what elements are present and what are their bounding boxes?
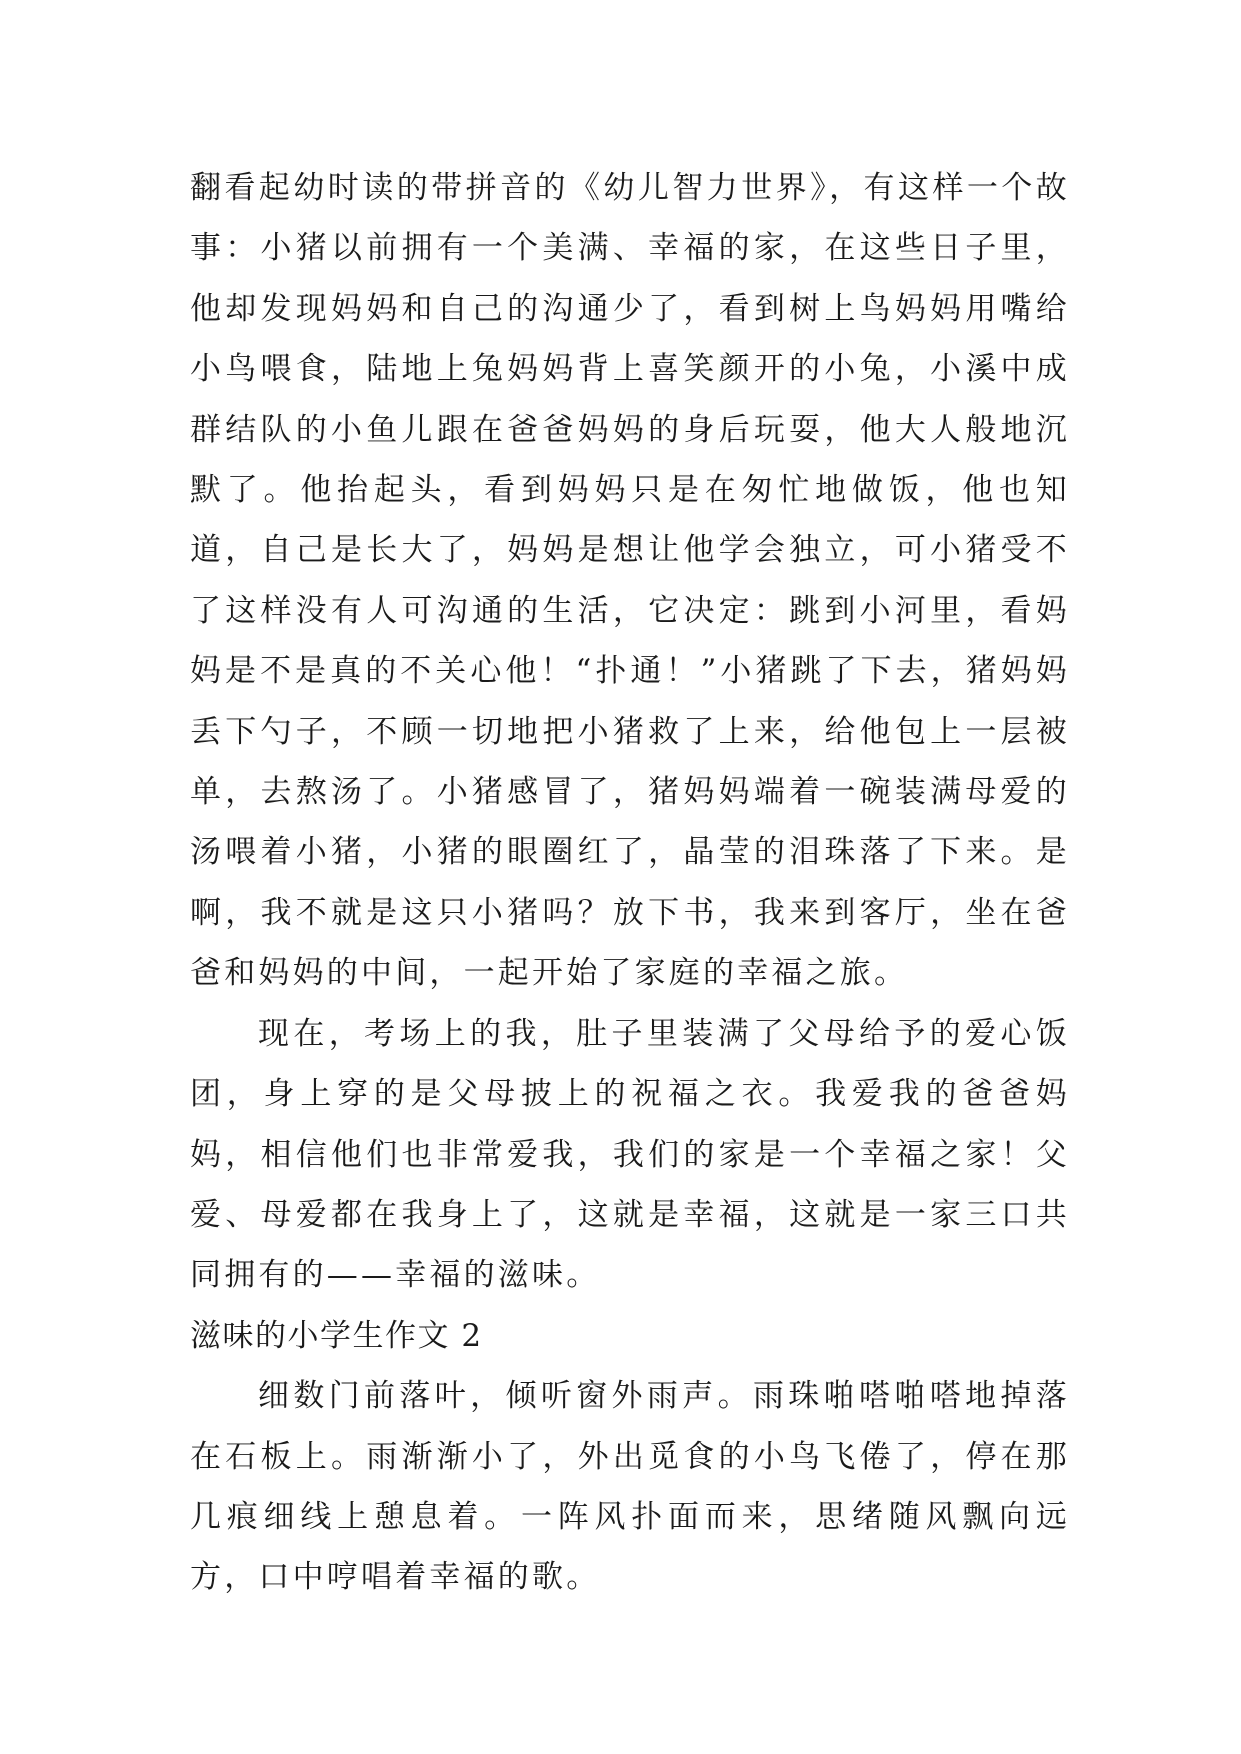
paragraph-story: 翻看起幼时读的带拼音的《幼儿智力世界》，有这样一个故事：小猪以前拥有一个美满、幸福的家，在这些日子里，他却发现妈妈和自己的沟通少了，看到树上鸟妈妈用嘴给小鸟喂食，陆地上兔妈妈背上喜笑颜开的小兔，小溪中成群结队的小鱼儿跟在爸爸妈妈的身后玩耍，他大人般地沉默了。他抬起头，看到妈妈只是在匆忙地做饭，他也知道，自己是长大了，妈妈是想让他学会独立，可小猪受不了这样没有人可沟通的生活，它决定：跳到小河里，看妈妈是不是真的不关心他！“扑通！”小猪跳了下去，猪妈妈丢下勺子，不顾一切地把小猪救了上来，给他包上一层被单，去熬汤了。小猪感冒了，猪妈妈端着一碗装满母爱的汤喂着小猪，小猪的眼圈红了，晶莹的泪珠落了下来。是啊，我不就是这只小猪吗？放下书，我来到客厅，坐在爸爸和妈妈的中间，一起开始了家庭的幸福之旅。 [190, 170, 1070, 992]
article-body [190, 158, 1070, 1608]
paragraph-rain: 细数门前落叶，倾听窗外雨声。雨珠啪嗒啪嗒地掉落在石板上。雨渐渐小了，外出觅食的小鸟飞倦了，停在那几痕细线上憩息着。一阵风扑面而来，思绪随风飘向远方，口中哼唱着幸福的歌。 [190, 1378, 1070, 1596]
paragraph-exam: 现在，考场上的我，肚子里装满了父母给予的爱心饭团，身上穿的是父母披上的祝福之衣。我爱我的爸爸妈妈，相信他们也非常爱我，我们的家是一个幸福之家！父爱、母爱都在我身上了，这就是幸福，这就是一家三口共同拥有的——幸福的滋味。 [190, 1015, 1070, 1294]
section-heading: 滋味的小学生作文 2 [190, 1317, 483, 1354]
